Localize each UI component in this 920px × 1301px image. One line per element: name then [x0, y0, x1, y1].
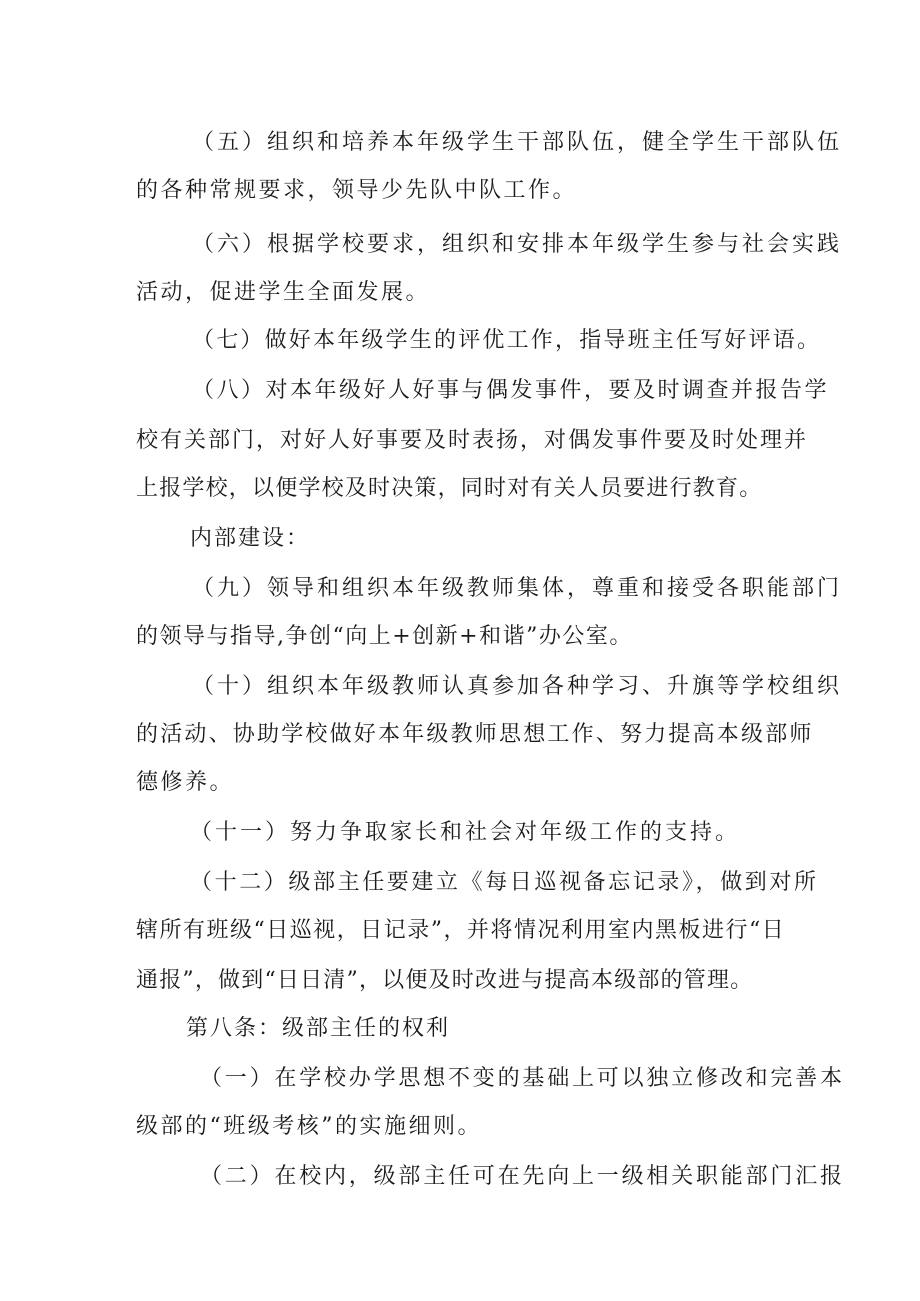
text-line: 上报学校，以便学校及时决策，同时对有关人员要进行教育。: [136, 476, 763, 501]
text-line: （六）根据学校要求，组织和安排本年级学生参与社会实践: [192, 232, 843, 257]
text-line: 的各种常规要求，领导少先队中队工作。: [136, 178, 578, 203]
text-line: （十二）级部主任要建立《每日巡视备忘记录》，做到对所: [190, 870, 819, 895]
text-line: 的活动、协助学校做好本年级教师思想工作、努力提高本级部师: [136, 722, 814, 747]
text-line: （十一）努力争取家长和社会对年级工作的支持。: [190, 820, 741, 845]
text-line: 辖所有班级“日巡视，日记录”，并将情况利用室内黑板进行“日: [136, 918, 786, 943]
text-line: （一）在学校办学思想不变的基础上可以独立修改和完善本: [200, 1066, 845, 1091]
text-line: 校有关部门，对好人好事要及时表扬，对偶发事件要及时处理并: [136, 428, 809, 453]
text-line: （二）在校内，级部主任可在先向上一级相关职能部门汇报: [200, 1164, 845, 1189]
text-line: （七）做好本年级学生的评优工作，指导班主任写好评语。: [192, 328, 822, 353]
text-line: （九）领导和组织本年级教师集体，尊重和接受各职能部门: [192, 576, 843, 601]
text-line: （八）对本年级好人好事与偶发事件，要及时调查并报告学: [192, 378, 830, 403]
text-line: （五）组织和培养本年级学生干部队伍，健全学生干部队伍: [192, 130, 843, 155]
text-line: 的领导与指导,争创“向上+创新+和谐”办公室。: [136, 624, 633, 649]
section-heading: 内部建设：: [190, 526, 311, 551]
text-line: 活动，促进学生全面发展。: [136, 280, 431, 305]
article-heading: 第八条：级部主任的权利: [186, 1016, 451, 1041]
text-line: （十）组织本年级教师认真参加各种学习、升旗等学校组织: [192, 674, 843, 699]
text-line: 通报”，做到“日日清”，以便及时改进与提高本级部的管理。: [136, 968, 754, 993]
text-line: 德修养。: [136, 770, 235, 795]
text-line: 级部的“班级考核”的实施细则。: [136, 1114, 482, 1139]
